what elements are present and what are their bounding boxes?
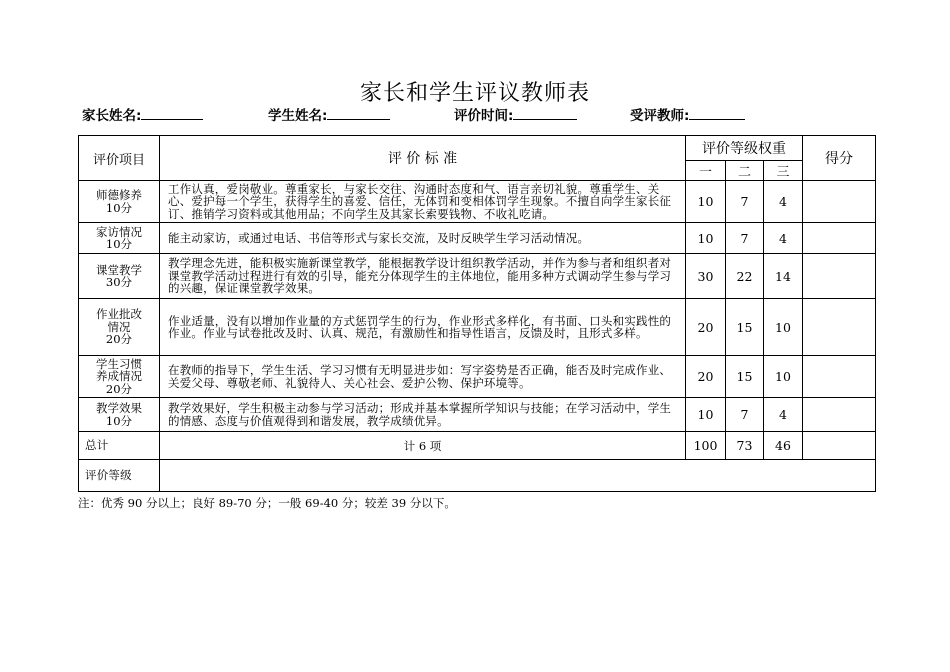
- row-item: [79, 181, 160, 223]
- row-criteria: 作业适量，没有以增加作业量的方式惩罚学生的行为，作业形式多样化，有书面、口头和实践性的作业。作业与试卷批改及时、认真、规范，有激励性和指导性语言，反馈及时，且形式多样。: [160, 299, 686, 356]
- table-row: [79, 223, 876, 254]
- row-weight-3: 4: [764, 223, 803, 254]
- total-score-cell[interactable]: [803, 432, 876, 460]
- row-item-line: 作业批改: [96, 307, 142, 322]
- row-weight-3: 4: [764, 398, 803, 432]
- row-weight-3: 10: [764, 356, 803, 398]
- row-criteria: 教学理念先进，能积极实施新课堂教学，能根据教学设计组织教学活动，并作为参与者和组织者对课堂教学活动过程进行有效的引导，能充分体现学生的主体地位，能用多种方式调动学生参与学习的兴趣，保证课堂教学效果。: [160, 254, 686, 299]
- row-item-line: 10分: [105, 200, 133, 215]
- row-weight-3: 10: [764, 299, 803, 356]
- row-item-line: 10分: [105, 237, 133, 251]
- row-weight-1: 10: [686, 398, 726, 432]
- row-item-line: 教学效果: [96, 401, 142, 415]
- table-row: [79, 398, 876, 432]
- row-weight-3: 14: [764, 254, 803, 299]
- level-3: 三: [764, 161, 803, 181]
- row-weight-1: 20: [686, 299, 726, 356]
- row-criteria: 在教师的指导下，学生生活、学习习惯有无明显进步如：写字姿势是否正确，能否及时完成作业、关爱父母、尊敬老师、礼貌待人、关心社会、爱护公物、保护环境等。: [160, 356, 686, 398]
- header-weights: 评价等级权重: [686, 136, 803, 161]
- row-weight-2: 7: [726, 223, 764, 254]
- row-score-cell[interactable]: [803, 356, 876, 398]
- student-name-blank[interactable]: [327, 105, 390, 120]
- row-weight-2: 22: [726, 254, 764, 299]
- parent-name-field[interactable]: [82, 104, 203, 124]
- evaluation-date-field[interactable]: [454, 104, 577, 124]
- row-weight-1: 20: [686, 356, 726, 398]
- row-item: [79, 398, 160, 432]
- row-item: [79, 223, 160, 254]
- total-weight-2: 73: [726, 432, 764, 460]
- row-weight-2: 15: [726, 299, 764, 356]
- header-item: 评价项目: [79, 136, 160, 181]
- teacher-name-field[interactable]: [630, 104, 745, 124]
- level-1: 一: [686, 161, 726, 181]
- student-name-label: 学生姓名:: [268, 108, 328, 124]
- row-score-cell[interactable]: [803, 254, 876, 299]
- row-item: [79, 356, 160, 398]
- row-score-cell[interactable]: [803, 181, 876, 223]
- row-item-line: 师德修养: [96, 188, 142, 202]
- table-row: [79, 254, 876, 299]
- teacher-name-label: 受评教师:: [630, 108, 690, 124]
- teacher-name-blank[interactable]: [689, 105, 745, 120]
- row-score-cell[interactable]: [803, 398, 876, 432]
- row-weight-2: 7: [726, 398, 764, 432]
- evaluation-date-label: 评价时间:: [454, 108, 514, 124]
- grade-value-cell[interactable]: [160, 460, 876, 492]
- row-score-cell[interactable]: [803, 223, 876, 254]
- row-item-line: 养成情况: [96, 369, 142, 384]
- row-item-line: 20分: [105, 381, 133, 396]
- row-weight-2: 7: [726, 181, 764, 223]
- row-item-line: 学生习惯: [96, 356, 142, 371]
- table-row: [79, 181, 876, 223]
- parent-name-label: 家长姓名:: [82, 108, 142, 124]
- grade-label: 评价等级: [79, 460, 160, 492]
- row-weight-1: 30: [686, 254, 726, 299]
- table-row: [79, 356, 876, 398]
- row-item: [79, 254, 160, 299]
- table-row: [79, 299, 876, 356]
- parent-name-blank[interactable]: [141, 105, 203, 120]
- row-item-line: 10分: [105, 413, 133, 428]
- total-weight-1: 100: [686, 432, 726, 460]
- row-criteria: 能主动家访，或通过电话、书信等形式与家长交流，及时反映学生学习活动情况。: [160, 223, 686, 254]
- level-2: 二: [726, 161, 764, 181]
- evaluation-table: [78, 135, 876, 492]
- row-item-line: 30分: [105, 275, 133, 289]
- total-weight-3: 46: [764, 432, 803, 460]
- row-item-line: 课堂教学: [96, 262, 142, 277]
- evaluation-date-blank[interactable]: [513, 105, 577, 120]
- total-criteria: 计 6 项: [160, 432, 686, 460]
- total-row: [79, 432, 876, 460]
- header-criteria: 评 价 标 准: [160, 136, 686, 181]
- row-item-line: 20分: [105, 332, 133, 347]
- row-weight-2: 15: [726, 356, 764, 398]
- row-weight-1: 10: [686, 181, 726, 223]
- header-score: 得分: [803, 136, 876, 181]
- row-criteria: 工作认真，爱岗敬业。尊重家长，与家长交往、沟通时态度和气、语言亲切礼貌。尊重学生、关心、爱护每一个学生，获得学生的喜爱、信任，无体罚和变相体罚学生现象。不擅自向学生家长征订、推销学习资料或其他用品；不向学生及其家长索要钱物、不收礼吃请。: [160, 181, 686, 223]
- row-item-line: 情况: [107, 319, 131, 334]
- student-name-field[interactable]: [268, 104, 390, 124]
- row-criteria: 教学效果好，学生积极主动参与学习活动；形成并基本掌握所学知识与技能；在学习活动中，学生的情感、态度与价值观得到和谐发展，教学成绩优异。: [160, 398, 686, 432]
- row-item-line: 家访情况: [96, 224, 142, 239]
- row-weight-1: 10: [686, 223, 726, 254]
- row-item: [79, 299, 160, 356]
- header-row: [79, 136, 876, 161]
- grading-note: 注：优秀 90 分以上；良好 89-70 分；一般 69-40 分；较差 39 分以下。: [78, 496, 456, 510]
- page-title: 家长和学生评议教师表: [359, 81, 590, 106]
- row-score-cell[interactable]: [803, 299, 876, 356]
- grade-row: [79, 460, 876, 492]
- row-weight-3: 4: [764, 181, 803, 223]
- total-label: 总计: [79, 432, 160, 460]
